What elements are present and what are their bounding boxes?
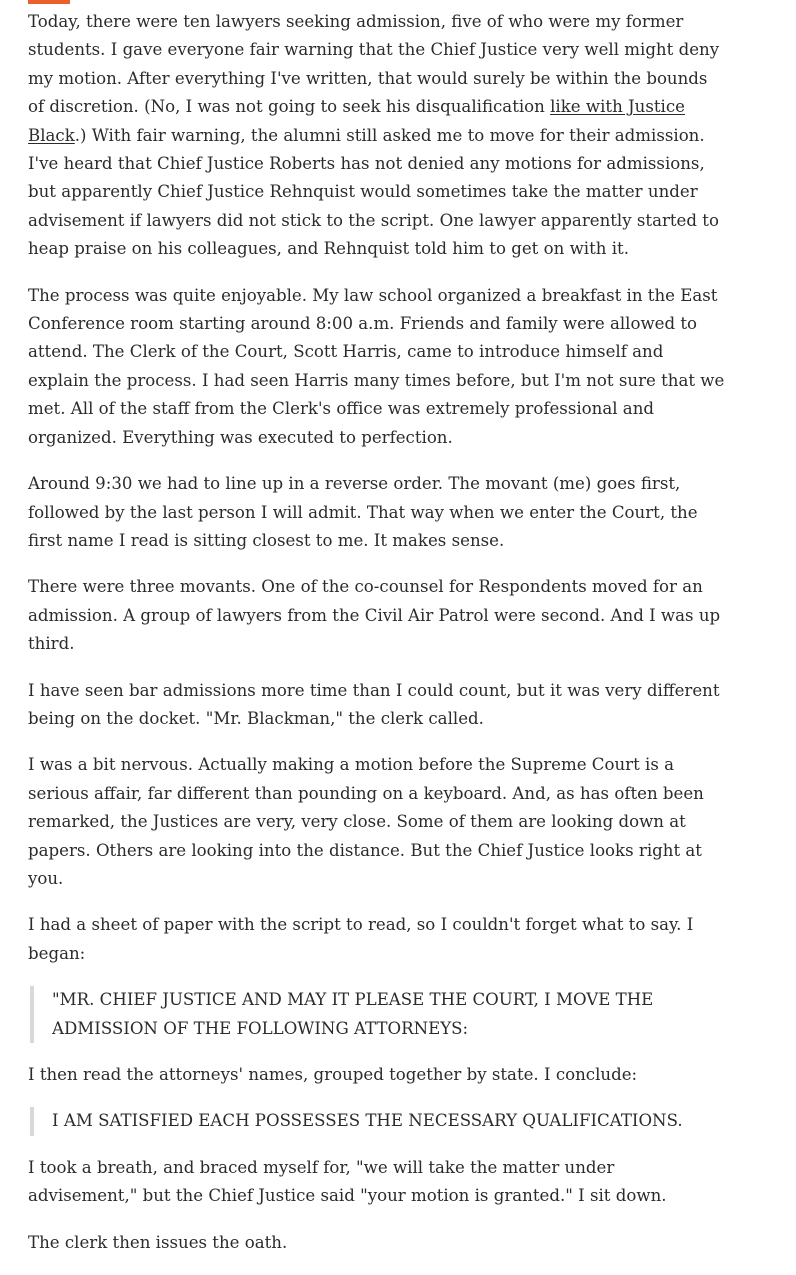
blockquote-qualifications-text: I AM SATISFIED EACH POSSESSES THE NECESSARY QUALIFICATIONS.	[52, 1111, 683, 1131]
paragraph-6: I was a bit nervous. Actually making a motion before the Supreme Court is a serious affair, far different than pounding on a keyboard. And, as has often been remarked, the Justices are very, very close. Some of them are looking down at papers. Others are looking into the distance. But the Chief Justice looks right at you.	[28, 755, 704, 888]
blockquote-motion	[30, 986, 728, 1043]
paragraph-10: The clerk then issues the oath.	[28, 1232, 288, 1252]
article-body	[28, 8, 728, 1275]
paragraph-7: I had a sheet of paper with the script to read, so I couldn't forget what to say. I began:	[28, 915, 694, 963]
justice-black-link[interactable]: like with Justice Black	[28, 97, 685, 145]
paragraph-5: I have seen bar admissions more time than I could count, but it was very different being on the docket. "Mr. Blackman," the clerk called.	[28, 680, 720, 728]
paragraph-1-text-end: .) With fair warning, the alumni still asked me to move for their admission. I've heard that Chief Justice Roberts has not denied any motions for admissions, but apparently Chief Justice Rehnquist would sometimes take the matter under advisement if lawyers did not stick to the script. One lawyer apparently started to heap praise on his colleagues, and Rehnquist told him to get on with it.	[28, 125, 719, 259]
paragraph-8: I then read the attorneys' names, grouped together by state. I conclude:	[28, 1065, 638, 1084]
paragraph-1	[28, 8, 728, 264]
blockquote-motion-text: "MR. CHIEF JUSTICE AND MAY IT PLEASE THE COURT, I MOVE THE ADMISSION OF THE FOLLOWING ATTORNEYS:	[52, 990, 654, 1038]
paragraph-4: There were three movants. One of the co-counsel for Respondents moved for an admission. A group of lawyers from the Civil Air Patrol were second. And I was up third.	[28, 577, 721, 654]
blockquote-qualifications	[30, 1107, 728, 1135]
paragraph-9: I took a breath, and braced myself for, "we will take the matter under advisement," but the Chief Justice said "your motion is granted." I sit down.	[28, 1157, 667, 1206]
paragraph-3: Around 9:30 we had to line up in a reverse order. The movant (me) goes first, followed by the last person I will admit. That way when we enter the Court, the first name I read is sitting closest to me. It makes sense.	[28, 474, 698, 550]
paragraph-1-text-start: Today, there were ten lawyers seeking admission, five of who were my former students. I gave everyone fair warning that the Chief Justice very well might deny my motion. After everything I've written, that would surely be within the bounds of discretion. (No, I was not going to seek his disqualification	[28, 12, 720, 117]
accent-bar	[28, 0, 70, 4]
paragraph-2: The process was quite enjoyable. My law school organized a breakfast in the East Conference room starting around 8:00 a.m. Friends and family were allowed to attend. The Clerk of the Court, Scott Harris, came to introduce himself and explain the process. I had seen Harris many times before, but I'm not sure that we met. All of the staff from the Clerk's office was extremely professional and organized. Everything was executed to perfection.	[28, 285, 725, 447]
